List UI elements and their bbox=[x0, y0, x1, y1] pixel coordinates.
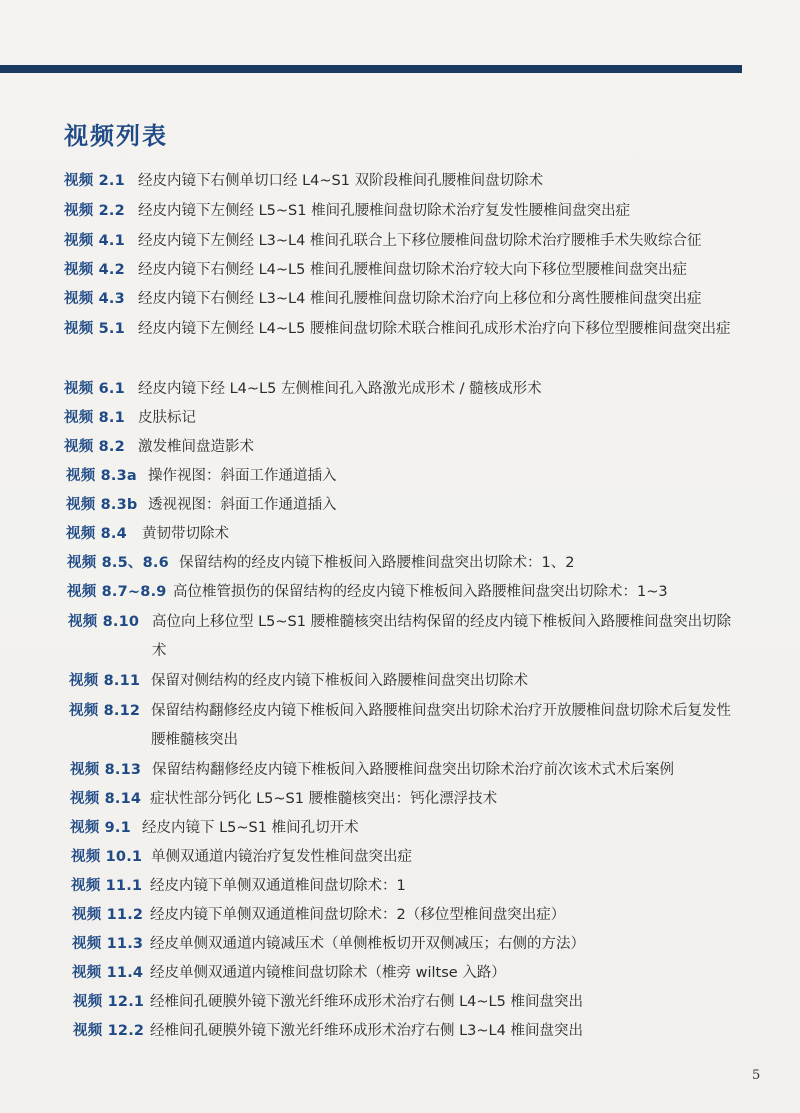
video-label: 视频 8.13 bbox=[70, 762, 142, 778]
video-title: 操作视图：斜面工作通道插入 bbox=[148, 468, 337, 484]
page-title: 视频列表 bbox=[64, 122, 168, 150]
video-entry-4-2 bbox=[64, 256, 800, 285]
video-entry-6-1 bbox=[64, 375, 800, 404]
video-entry-11-3 bbox=[72, 930, 800, 959]
video-label: 视频 5.1 bbox=[64, 321, 125, 337]
video-label: 视频 8.3a bbox=[66, 468, 137, 484]
video-label: 视频 8.5、8.6 bbox=[67, 555, 169, 571]
video-title: 保留结构翻修经皮内镜下椎板间入路腰椎间盘突出切除术治疗开放腰椎间盘切除术后复发性腰椎髓核突出 bbox=[151, 703, 731, 748]
video-title: 激发椎间盘造影术 bbox=[138, 439, 254, 455]
video-label: 视频 8.10 bbox=[68, 614, 140, 630]
video-label: 视频 9.1 bbox=[70, 820, 131, 836]
video-entry-8-12 bbox=[69, 697, 742, 755]
video-title: 高位椎管损伤的保留结构的经皮内镜下椎板间入路腰椎间盘突出切除术：1~3 bbox=[173, 584, 668, 600]
video-title: 保留结构的经皮内镜下椎板间入路腰椎间盘突出切除术：1、2 bbox=[179, 555, 575, 571]
video-label: 视频 11.1 bbox=[71, 878, 143, 894]
video-entry-5-1 bbox=[64, 315, 744, 344]
video-entry-11-1 bbox=[71, 872, 800, 901]
video-label: 视频 10.1 bbox=[71, 849, 143, 865]
video-title: 经椎间孔硬膜外镜下激光纤维环成形术治疗右侧 L4~L5 椎间盘突出 bbox=[150, 994, 583, 1010]
video-label: 视频 8.4 bbox=[66, 526, 127, 542]
video-entry-11-4 bbox=[72, 959, 800, 988]
video-entry-8-10 bbox=[68, 608, 742, 666]
video-label: 视频 8.2 bbox=[64, 439, 125, 455]
video-entry-8-2 bbox=[64, 433, 800, 462]
video-entry-8-3a bbox=[66, 462, 800, 491]
video-label: 视频 12.1 bbox=[73, 994, 145, 1010]
video-entry-8-4 bbox=[66, 520, 800, 549]
video-title: 经皮内镜下单侧双通道椎间盘切除术：1 bbox=[150, 878, 406, 894]
video-label: 视频 8.11 bbox=[69, 673, 141, 689]
video-title: 透视视图：斜面工作通道插入 bbox=[148, 497, 337, 513]
video-label: 视频 4.2 bbox=[64, 262, 125, 278]
video-title: 保留结构翻修经皮内镜下椎板间入路腰椎间盘突出切除术治疗前次该术式术后案例 bbox=[152, 762, 674, 778]
video-label: 视频 2.1 bbox=[64, 173, 125, 189]
video-entry-10-1 bbox=[71, 843, 800, 872]
video-entry-8-14 bbox=[70, 785, 800, 814]
video-title: 经皮单侧双通道内镜椎间盘切除术（椎旁 wiltse 入路） bbox=[150, 965, 506, 981]
video-title: 皮肤标记 bbox=[138, 410, 196, 426]
video-entry-8-13 bbox=[70, 756, 800, 785]
video-label: 视频 8.3b bbox=[66, 497, 138, 513]
video-title: 黄韧带切除术 bbox=[142, 526, 229, 542]
video-title: 高位向上移位型 L5~S1 腰椎髓核突出结构保留的经皮内镜下椎板间入路腰椎间盘突出切除术 bbox=[152, 614, 732, 659]
video-title: 经皮内镜下左侧经 L4~L5 腰椎间盘切除术联合椎间孔成形术治疗向下移位型腰椎间盘突出症 bbox=[138, 321, 731, 337]
video-entry-4-3 bbox=[64, 285, 800, 314]
video-label: 视频 8.7~8.9 bbox=[67, 584, 167, 600]
video-entry-8-11 bbox=[69, 667, 800, 696]
video-title: 经椎间孔硬膜外镜下激光纤维环成形术治疗右侧 L3~L4 椎间盘突出 bbox=[150, 1023, 583, 1039]
video-entry-8-3b bbox=[66, 491, 800, 520]
video-title: 经皮内镜下左侧经 L3~L4 椎间孔联合上下移位腰椎间盘切除术治疗腰椎手术失败综合征 bbox=[138, 233, 702, 249]
video-label: 视频 11.2 bbox=[72, 907, 144, 923]
video-label: 视频 8.1 bbox=[64, 410, 125, 426]
video-label: 视频 4.1 bbox=[64, 233, 125, 249]
video-entry-2-1 bbox=[64, 167, 800, 196]
video-title: 经皮内镜下左侧经 L5~S1 椎间孔腰椎间盘切除术治疗复发性腰椎间盘突出症 bbox=[138, 203, 631, 219]
video-title: 经皮内镜下 L5~S1 椎间孔切开术 bbox=[142, 820, 359, 836]
video-label: 视频 8.12 bbox=[69, 703, 141, 719]
video-title: 经皮内镜下右侧经 L3~L4 椎间孔腰椎间盘切除术治疗向上移位和分离性腰椎间盘突出症 bbox=[138, 291, 702, 307]
video-title: 症状性部分钙化 L5~S1 腰椎髓核突出：钙化漂浮技术 bbox=[150, 791, 498, 807]
video-entry-2-2 bbox=[64, 197, 800, 226]
video-title: 单侧双通道内镜治疗复发性椎间盘突出症 bbox=[151, 849, 412, 865]
video-entry-9-1 bbox=[70, 814, 800, 843]
video-entry-8-1 bbox=[64, 404, 800, 433]
video-label: 视频 11.4 bbox=[72, 965, 144, 981]
video-title: 经皮内镜下经 L4~L5 左侧椎间孔入路激光成形术 / 髓核成形术 bbox=[138, 381, 542, 397]
video-label: 视频 12.2 bbox=[73, 1023, 145, 1039]
video-label: 视频 4.3 bbox=[64, 291, 125, 307]
video-entry-12-1 bbox=[73, 988, 800, 1017]
video-entry-4-1 bbox=[64, 227, 800, 256]
video-title: 保留对侧结构的经皮内镜下椎板间入路腰椎间盘突出切除术 bbox=[151, 673, 528, 689]
video-label: 视频 8.14 bbox=[70, 791, 142, 807]
video-entry-11-2 bbox=[72, 901, 800, 930]
video-entry-8-5-8-6 bbox=[67, 549, 800, 578]
video-label: 视频 2.2 bbox=[64, 203, 125, 219]
video-title: 经皮内镜下单侧双通道椎间盘切除术：2（移位型椎间盘突出症） bbox=[150, 907, 566, 923]
video-label: 视频 6.1 bbox=[64, 381, 125, 397]
video-entry-8-7-8-9 bbox=[67, 578, 800, 607]
page-number: 5 bbox=[752, 1068, 761, 1083]
video-title: 经皮内镜下右侧单切口经 L4~S1 双阶段椎间孔腰椎间盘切除术 bbox=[138, 173, 544, 189]
video-title: 经皮单侧双通道内镜减压术（单侧椎板切开双侧减压；右侧的方法） bbox=[150, 936, 585, 952]
video-label: 视频 11.3 bbox=[72, 936, 144, 952]
video-title: 经皮内镜下右侧经 L4~L5 椎间孔腰椎间盘切除术治疗较大向下移位型腰椎间盘突出症 bbox=[138, 262, 687, 278]
video-entry-12-2 bbox=[73, 1017, 800, 1046]
